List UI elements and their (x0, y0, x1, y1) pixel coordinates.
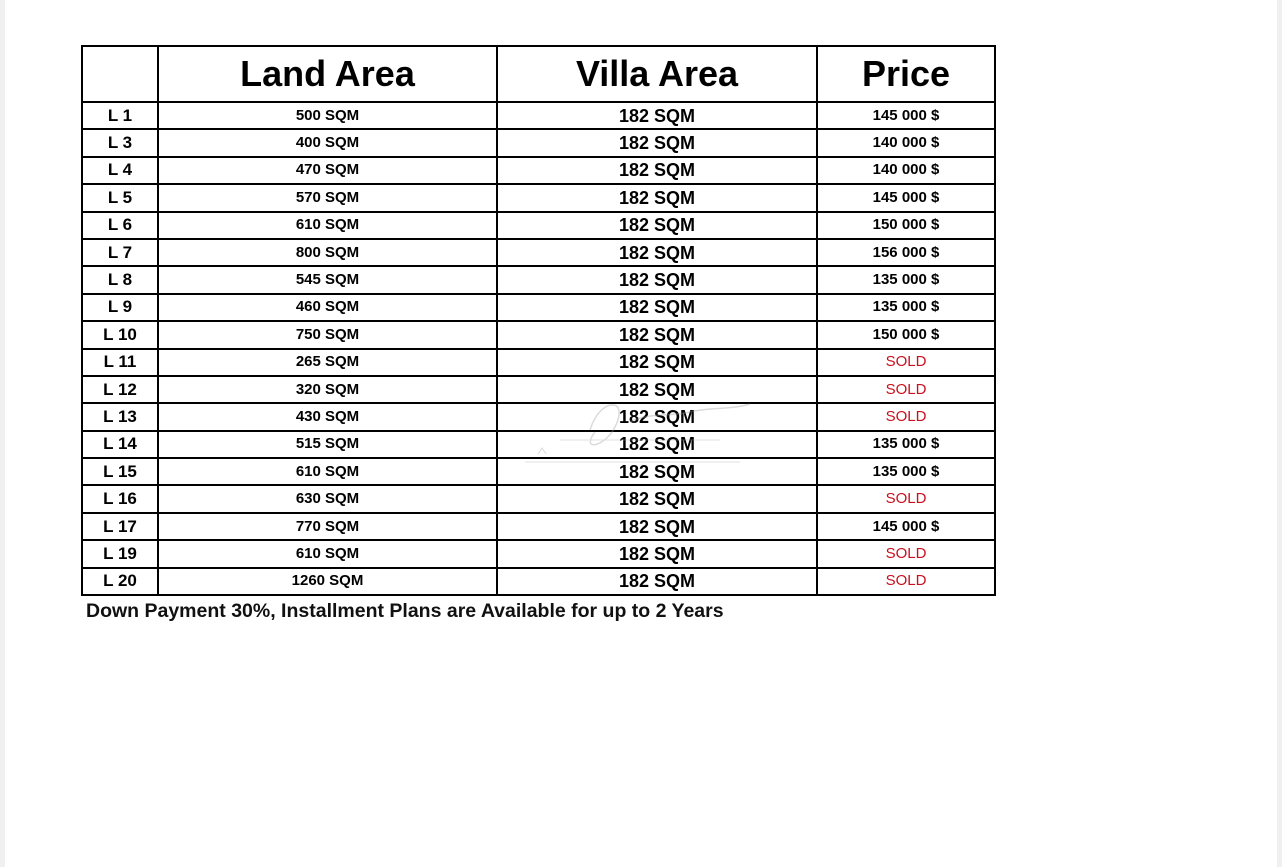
price-cell: 150 000 $ (817, 321, 995, 348)
price-cell: 150 000 $ (817, 212, 995, 239)
land-area-cell: 320 SQM (158, 376, 497, 403)
header-land-area: Land Area (158, 46, 497, 102)
villa-area-cell: 182 SQM (497, 349, 817, 376)
price-cell: 140 000 $ (817, 129, 995, 156)
lot-cell: L 10 (82, 321, 158, 348)
lot-cell: L 19 (82, 540, 158, 567)
payment-terms-note: Down Payment 30%, Installment Plans are Available for up to 2 Years (86, 600, 724, 622)
price-cell: 140 000 $ (817, 157, 995, 184)
land-area-cell: 545 SQM (158, 266, 497, 293)
villa-area-cell: 182 SQM (497, 376, 817, 403)
table-row (82, 157, 995, 184)
sold-status-cell: SOLD (817, 540, 995, 567)
table-row (82, 294, 995, 321)
villa-area-cell: 182 SQM (497, 157, 817, 184)
price-cell: 135 000 $ (817, 266, 995, 293)
villa-area-cell: 182 SQM (497, 266, 817, 293)
table-row (82, 239, 995, 266)
table-row (82, 403, 995, 430)
villa-area-cell: 182 SQM (497, 321, 817, 348)
table-row (82, 266, 995, 293)
villa-area-cell: 182 SQM (497, 458, 817, 485)
sold-status-cell: SOLD (817, 376, 995, 403)
table-row (82, 568, 995, 595)
villa-area-cell: 182 SQM (497, 184, 817, 211)
land-area-cell: 610 SQM (158, 212, 497, 239)
header-lot (82, 46, 158, 102)
land-area-cell: 800 SQM (158, 239, 497, 266)
right-edge-strip (1277, 0, 1282, 867)
villa-area-cell: 182 SQM (497, 568, 817, 595)
table-header-row (82, 46, 995, 102)
land-area-cell: 400 SQM (158, 129, 497, 156)
lot-cell: L 4 (82, 157, 158, 184)
header-villa-area: Villa Area (497, 46, 817, 102)
table-row (82, 376, 995, 403)
land-area-cell: 515 SQM (158, 431, 497, 458)
villa-area-cell: 182 SQM (497, 540, 817, 567)
lot-cell: L 5 (82, 184, 158, 211)
table-row (82, 349, 995, 376)
villa-area-cell: 182 SQM (497, 513, 817, 540)
lot-cell: L 11 (82, 349, 158, 376)
lot-cell: L 20 (82, 568, 158, 595)
price-cell: 145 000 $ (817, 102, 995, 129)
sold-status-cell: SOLD (817, 403, 995, 430)
header-price: Price (817, 46, 995, 102)
table-row (82, 458, 995, 485)
table-row (82, 184, 995, 211)
price-cell: 135 000 $ (817, 431, 995, 458)
land-area-cell: 770 SQM (158, 513, 497, 540)
table-row (82, 212, 995, 239)
table-row (82, 540, 995, 567)
lot-cell: L 9 (82, 294, 158, 321)
villa-area-cell: 182 SQM (497, 294, 817, 321)
land-area-cell: 610 SQM (158, 458, 497, 485)
lot-cell: L 13 (82, 403, 158, 430)
villa-area-cell: 182 SQM (497, 485, 817, 512)
villa-area-cell: 182 SQM (497, 239, 817, 266)
lot-cell: L 7 (82, 239, 158, 266)
lot-cell: L 8 (82, 266, 158, 293)
left-edge-strip (0, 0, 5, 867)
lot-cell: L 1 (82, 102, 158, 129)
land-area-cell: 750 SQM (158, 321, 497, 348)
price-cell: 145 000 $ (817, 513, 995, 540)
sold-status-cell: SOLD (817, 349, 995, 376)
villa-price-table (81, 45, 996, 596)
price-cell: 135 000 $ (817, 294, 995, 321)
land-area-cell: 1260 SQM (158, 568, 497, 595)
lot-cell: L 16 (82, 485, 158, 512)
table-row (82, 431, 995, 458)
land-area-cell: 265 SQM (158, 349, 497, 376)
price-cell: 156 000 $ (817, 239, 995, 266)
land-area-cell: 570 SQM (158, 184, 497, 211)
villa-area-cell: 182 SQM (497, 129, 817, 156)
land-area-cell: 470 SQM (158, 157, 497, 184)
table-row (82, 513, 995, 540)
price-cell: 135 000 $ (817, 458, 995, 485)
land-area-cell: 460 SQM (158, 294, 497, 321)
table-row (82, 102, 995, 129)
villa-area-cell: 182 SQM (497, 403, 817, 430)
lot-cell: L 6 (82, 212, 158, 239)
land-area-cell: 630 SQM (158, 485, 497, 512)
villa-area-cell: 182 SQM (497, 102, 817, 129)
lot-cell: L 15 (82, 458, 158, 485)
lot-cell: L 17 (82, 513, 158, 540)
villa-area-cell: 182 SQM (497, 431, 817, 458)
lot-cell: L 14 (82, 431, 158, 458)
land-area-cell: 500 SQM (158, 102, 497, 129)
sold-status-cell: SOLD (817, 568, 995, 595)
lot-cell: L 12 (82, 376, 158, 403)
price-cell: 145 000 $ (817, 184, 995, 211)
sold-status-cell: SOLD (817, 485, 995, 512)
table-row (82, 321, 995, 348)
land-area-cell: 610 SQM (158, 540, 497, 567)
table-row (82, 485, 995, 512)
lot-cell: L 3 (82, 129, 158, 156)
table-row (82, 129, 995, 156)
villa-area-cell: 182 SQM (497, 212, 817, 239)
land-area-cell: 430 SQM (158, 403, 497, 430)
table-body (82, 102, 995, 595)
